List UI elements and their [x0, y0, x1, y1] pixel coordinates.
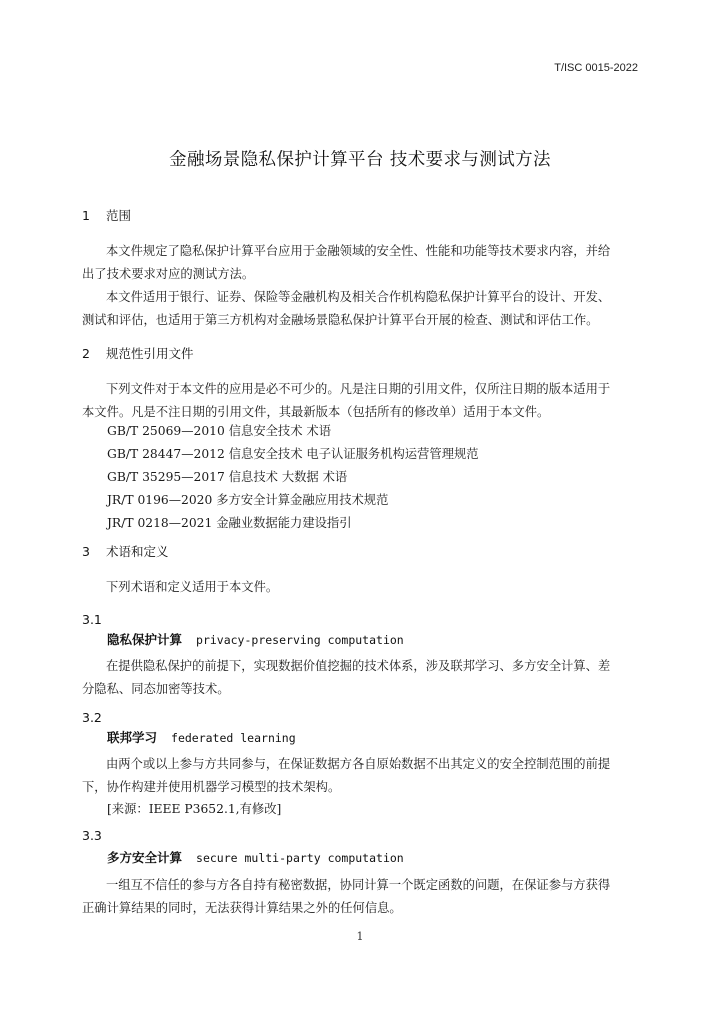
section-number: 3 [82, 544, 90, 559]
normative-reference: GB/T 25069—2010 信息安全技术 术语 [107, 424, 332, 438]
text-line: 下，协作构建并使用机器学习模型的技术架构。 [82, 780, 341, 794]
document-title: 金融场景隐私保护计算平台 技术要求与测试方法 [169, 150, 551, 170]
term-3-2-definition [82, 753, 638, 799]
term-3-1 [107, 630, 404, 648]
text-line: 分隐私、同态加密等技术。 [82, 682, 230, 696]
text-line: 出了技术要求对应的测试方法。 [82, 267, 255, 281]
normative-reference: GB/T 28447—2012 信息安全技术 电子认证服务机构运营管理规范 [107, 447, 479, 461]
normative-reference: JR/T 0196—2020 多方安全计算金融应用技术规范 [107, 493, 389, 507]
text-line: 下列术语和定义适用于本文件。 [106, 580, 279, 594]
section-2-paragraph-1 [82, 378, 638, 424]
normative-reference: JR/T 0218—2021 金融业数据能力建设指引 [107, 516, 352, 530]
term-chinese: 多方安全计算 [107, 850, 183, 865]
text-line: 下列文件对于本文件的应用是必不可少的。凡是注日期的引用文件，仅所注日期的版本适用于 [106, 382, 611, 396]
term-3-3-definition [82, 874, 638, 920]
standard-code: T/ISC 0015-2022 [554, 62, 638, 74]
term-chinese: 隐私保护计算 [107, 632, 183, 647]
section-number: 2 [82, 346, 90, 361]
section-1-paragraph-2 [82, 286, 638, 332]
section-1-heading [82, 206, 131, 224]
term-3-1-definition [82, 655, 638, 701]
normative-reference: GB/T 35295—2017 信息技术 大数据 术语 [107, 470, 348, 484]
section-2-heading [82, 344, 194, 362]
term-3-3 [107, 848, 404, 866]
term-english: secure multi-party computation [196, 851, 404, 865]
text-line: 本文件。凡是不注日期的引用文件，其最新版本（包括所有的修改单）适用于本文件。 [82, 405, 550, 419]
section-title: 术语和定义 [106, 544, 169, 559]
text-line: 本文件规定了隐私保护计算平台应用于金融领域的安全性、性能和功能等技术要求内容，并给 [106, 244, 611, 258]
text-line: 本文件适用于银行、证券、保险等金融机构及相关合作机构隐私保护计算平台的设计、开发、 [106, 290, 611, 304]
term-chinese: 联邦学习 [107, 730, 158, 745]
text-line: 正确计算结果的同时，无法获得计算结果之外的任何信息。 [82, 901, 402, 915]
term-english: privacy-preserving computation [196, 633, 404, 647]
text-line: 在提供隐私保护的前提下，实现数据价值挖掘的技术体系，涉及联邦学习、多方安全计算、差 [106, 659, 611, 673]
text-line: 一组互不信任的参与方各自持有秘密数据，协同计算一个既定函数的问题，在保证参与方获得 [106, 878, 611, 892]
section-title: 范围 [106, 208, 132, 223]
text-line: 测试和评估，也适用于第三方机构对金融场景隐私保护计算平台开展的检查、测试和评估工作。 [82, 313, 599, 327]
term-3-1-number: 3.1 [82, 612, 102, 627]
term-3-2 [107, 728, 296, 746]
term-3-3-number: 3.3 [82, 828, 102, 843]
term-english: federated learning [171, 731, 296, 745]
section-1-paragraph-1 [82, 240, 638, 286]
section-3-heading [82, 542, 169, 560]
term-3-2-number: 3.2 [82, 710, 102, 725]
section-number: 1 [82, 208, 90, 223]
term-3-2-source: [来源：IEEE P3652.1,有修改] [107, 802, 282, 816]
section-title: 规范性引用文件 [106, 346, 194, 361]
text-line: 由两个或以上参与方共同参与，在保证数据方各自原始数据不出其定义的安全控制范围的前提 [106, 757, 611, 771]
section-3-intro [82, 576, 638, 599]
page-number: 1 [356, 930, 364, 943]
